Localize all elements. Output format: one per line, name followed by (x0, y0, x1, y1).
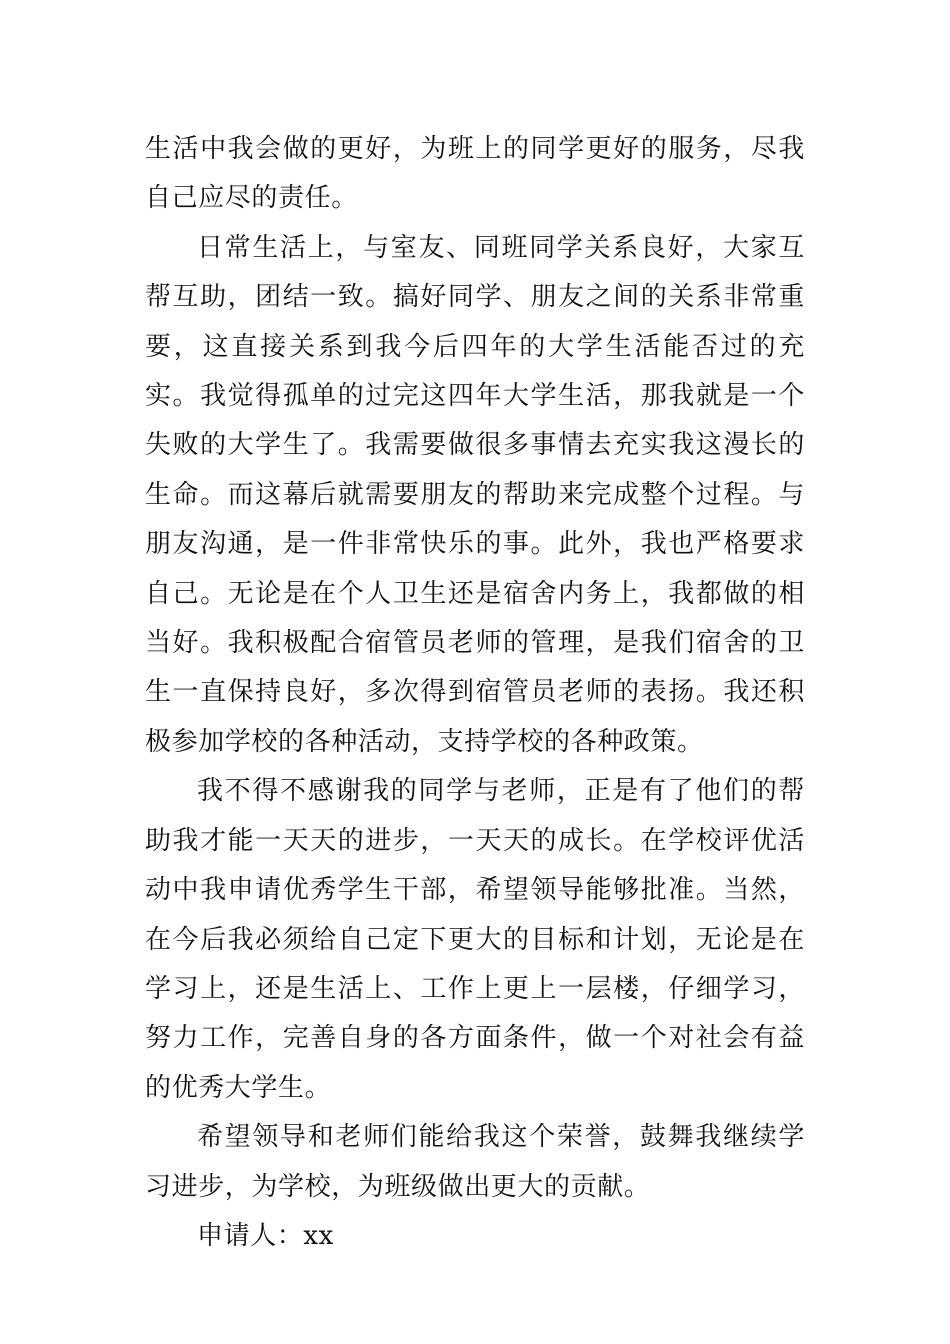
paragraph-gratitude: 我不得不感谢我的同学与老师，正是有了他们的帮助我才能一天天的进步，一天天的成长。在学校评优活动中我申请优秀学生干部，希望领导能够批准。当然，在今后我必须给自己定下更大的目标和计划，无论是在学习上，还是生活上、工作上更上一层楼，仔细学习，努力工作，完善自身的各方面条件，做一个对社会有益的优秀大学生。 (145, 776, 805, 1103)
paragraph-hope: 希望领导和老师们能给我这个荣誉，鼓舞我继续学习进步，为学校，为班级做出更大的贡献。 (145, 1122, 805, 1202)
applicant-signature: 申请人：xx (197, 1220, 334, 1251)
paragraph-continuation: 生活中我会做的更好，为班上的同学更好的服务，尽我自己应尽的责任。 (145, 134, 805, 214)
document-body (145, 125, 805, 1261)
paragraph-daily-life: 日常生活上，与室友、同班同学关系良好，大家互帮互助，团结一致。搞好同学、朋友之间的关系非常重要，这直接关系到我今后四年的大学生活能否过的充实。我觉得孤单的过完这四年大学生活，那我就是一个失败的大学生了。我需要做很多事情去充实我这漫长的生命。而这幕后就需要朋友的帮助来完成整个过程。与朋友沟通，是一件非常快乐的事。此外，我也严格要求自己。无论是在个人卫生还是宿舍内务上，我都做的相当好。我积极配合宿管员老师的管理，是我们宿舍的卫生一直保持良好，多次得到宿管员老师的表扬。我还积极参加学校的各种活动，支持学校的各种政策。 (145, 232, 805, 757)
